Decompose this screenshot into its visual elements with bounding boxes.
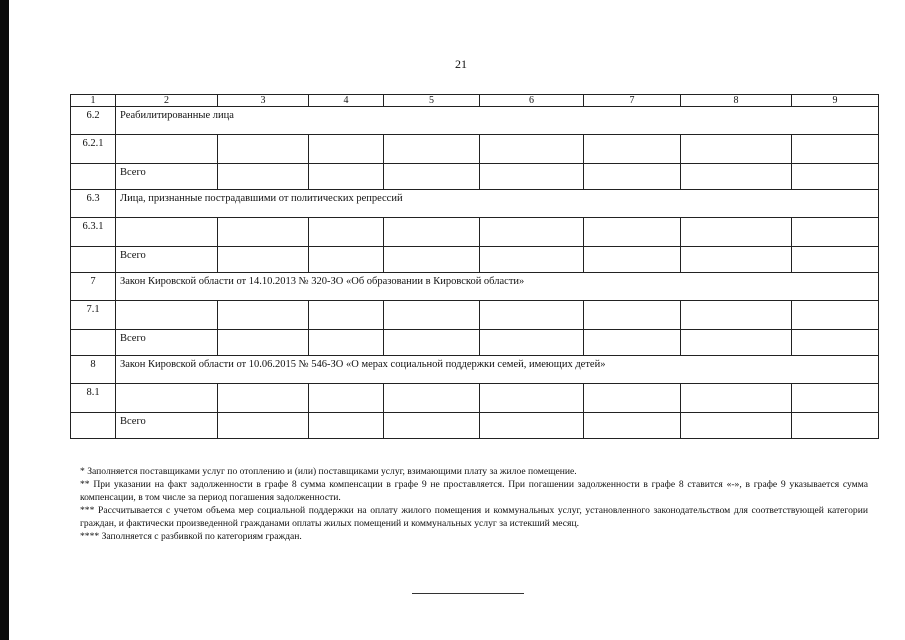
table-cell (218, 218, 309, 247)
row-label (116, 384, 218, 413)
row-label (116, 135, 218, 164)
footnote: *** Рассчитывается с учетом объема мер социальной поддержки на оплату жилого помещения и коммунальных услуг, установленного законодательством для соответствующей категории граждан, и фактически произведенной гражданами оплаты жилых помещений и коммунальных услуг за истекший месяц. (80, 505, 868, 529)
row-label: Всего (116, 247, 218, 273)
table-row-subitem (71, 384, 879, 413)
table-cell (584, 330, 681, 356)
table-cell (480, 384, 584, 413)
table-cell (681, 164, 792, 190)
row-number: 6.3.1 (71, 218, 116, 247)
table-cell (309, 330, 384, 356)
row-label: Всего (116, 164, 218, 190)
scan-edge-bar (0, 0, 9, 640)
table-cell (681, 330, 792, 356)
row-number (71, 164, 116, 190)
table-cell (681, 218, 792, 247)
table-cell (584, 164, 681, 190)
table-cell (584, 413, 681, 439)
table-cell (792, 330, 879, 356)
table-row-subitem (71, 218, 879, 247)
table-cell (792, 247, 879, 273)
table-header-row (71, 95, 879, 107)
footnote: * Заполняется поставщиками услуг по отоплению и (или) поставщиками услуг, взимающими плату за жилое помещение. (80, 466, 577, 477)
table-cell (480, 301, 584, 330)
section-title: Реабилитированные лица (116, 107, 879, 135)
row-number: 6.3 (71, 190, 116, 218)
row-number (71, 413, 116, 439)
table-cell (309, 384, 384, 413)
table-cell (480, 218, 584, 247)
table-cell (384, 135, 480, 164)
column-header: 6 (480, 95, 584, 107)
table-cell (218, 384, 309, 413)
table-cell (681, 247, 792, 273)
footnote: ** При указании на факт задолженности в графе 8 сумма компенсации в графе 9 не проставляется. При погашении задолженности в графе 8 ставится «-», в графе 9 указывается сумма компенсации, в том числе за период погашения задолженности. (80, 479, 868, 503)
section-title: Закон Кировской области от 14.10.2013 № 320-ЗО «Об образовании в Кировской области» (116, 273, 879, 301)
table-cell (384, 330, 480, 356)
row-number: 6.2.1 (71, 135, 116, 164)
table-cell (480, 247, 584, 273)
table-cell (480, 330, 584, 356)
table-cell (480, 164, 584, 190)
table-row-section (71, 107, 879, 135)
row-number: 6.2 (71, 107, 116, 135)
table-cell (792, 384, 879, 413)
table-cell (309, 218, 384, 247)
table-cell (681, 301, 792, 330)
table-row-section (71, 273, 879, 301)
table-cell (384, 164, 480, 190)
row-label (116, 218, 218, 247)
column-header: 5 (384, 95, 480, 107)
table-cell (681, 135, 792, 164)
table-cell (792, 413, 879, 439)
table-row-total (71, 330, 879, 356)
row-number: 8 (71, 356, 116, 384)
column-header: 2 (116, 95, 218, 107)
table-cell (218, 413, 309, 439)
table-cell (792, 135, 879, 164)
data-table (70, 94, 879, 439)
table-row-total (71, 164, 879, 190)
table-cell (309, 135, 384, 164)
column-header: 4 (309, 95, 384, 107)
column-header: 9 (792, 95, 879, 107)
section-title: Лица, признанные пострадавшими от политических репрессий (116, 190, 879, 218)
table-cell (792, 301, 879, 330)
table-cell (218, 301, 309, 330)
table-cell (384, 218, 480, 247)
table-cell (681, 413, 792, 439)
end-divider-line (412, 593, 524, 594)
column-header: 3 (218, 95, 309, 107)
page-number: 21 (455, 57, 467, 71)
table-cell (384, 247, 480, 273)
table-cell (309, 164, 384, 190)
row-number: 7 (71, 273, 116, 301)
row-number: 7.1 (71, 301, 116, 330)
table-cell (309, 301, 384, 330)
section-title: Закон Кировской области от 10.06.2015 № 546-ЗО «О мерах социальной поддержки семей, имеющих детей» (116, 356, 879, 384)
row-number: 8.1 (71, 384, 116, 413)
table-row-total (71, 413, 879, 439)
table-row-subitem (71, 135, 879, 164)
table-cell (309, 413, 384, 439)
column-header: 8 (681, 95, 792, 107)
table-cell (480, 135, 584, 164)
table-row-subitem (71, 301, 879, 330)
column-header: 1 (71, 95, 116, 107)
table-row-section (71, 190, 879, 218)
column-header: 7 (584, 95, 681, 107)
table-row-total (71, 247, 879, 273)
footnote: **** Заполняется с разбивкой по категориям граждан. (80, 531, 302, 542)
table-cell (480, 413, 584, 439)
table-cell (309, 247, 384, 273)
row-number (71, 330, 116, 356)
table-cell (218, 247, 309, 273)
table-cell (384, 301, 480, 330)
table-cell (218, 164, 309, 190)
row-label (116, 301, 218, 330)
table-cell (584, 384, 681, 413)
table-cell (792, 164, 879, 190)
table-cell (584, 135, 681, 164)
table-cell (792, 218, 879, 247)
table-row-section (71, 356, 879, 384)
table-cell (584, 247, 681, 273)
table-cell (218, 135, 309, 164)
row-number (71, 247, 116, 273)
footnotes (80, 465, 868, 543)
row-label: Всего (116, 330, 218, 356)
table-cell (584, 218, 681, 247)
table-cell (218, 330, 309, 356)
table-cell (584, 301, 681, 330)
table-cell (384, 384, 480, 413)
row-label: Всего (116, 413, 218, 439)
table-cell (384, 413, 480, 439)
table-cell (681, 384, 792, 413)
